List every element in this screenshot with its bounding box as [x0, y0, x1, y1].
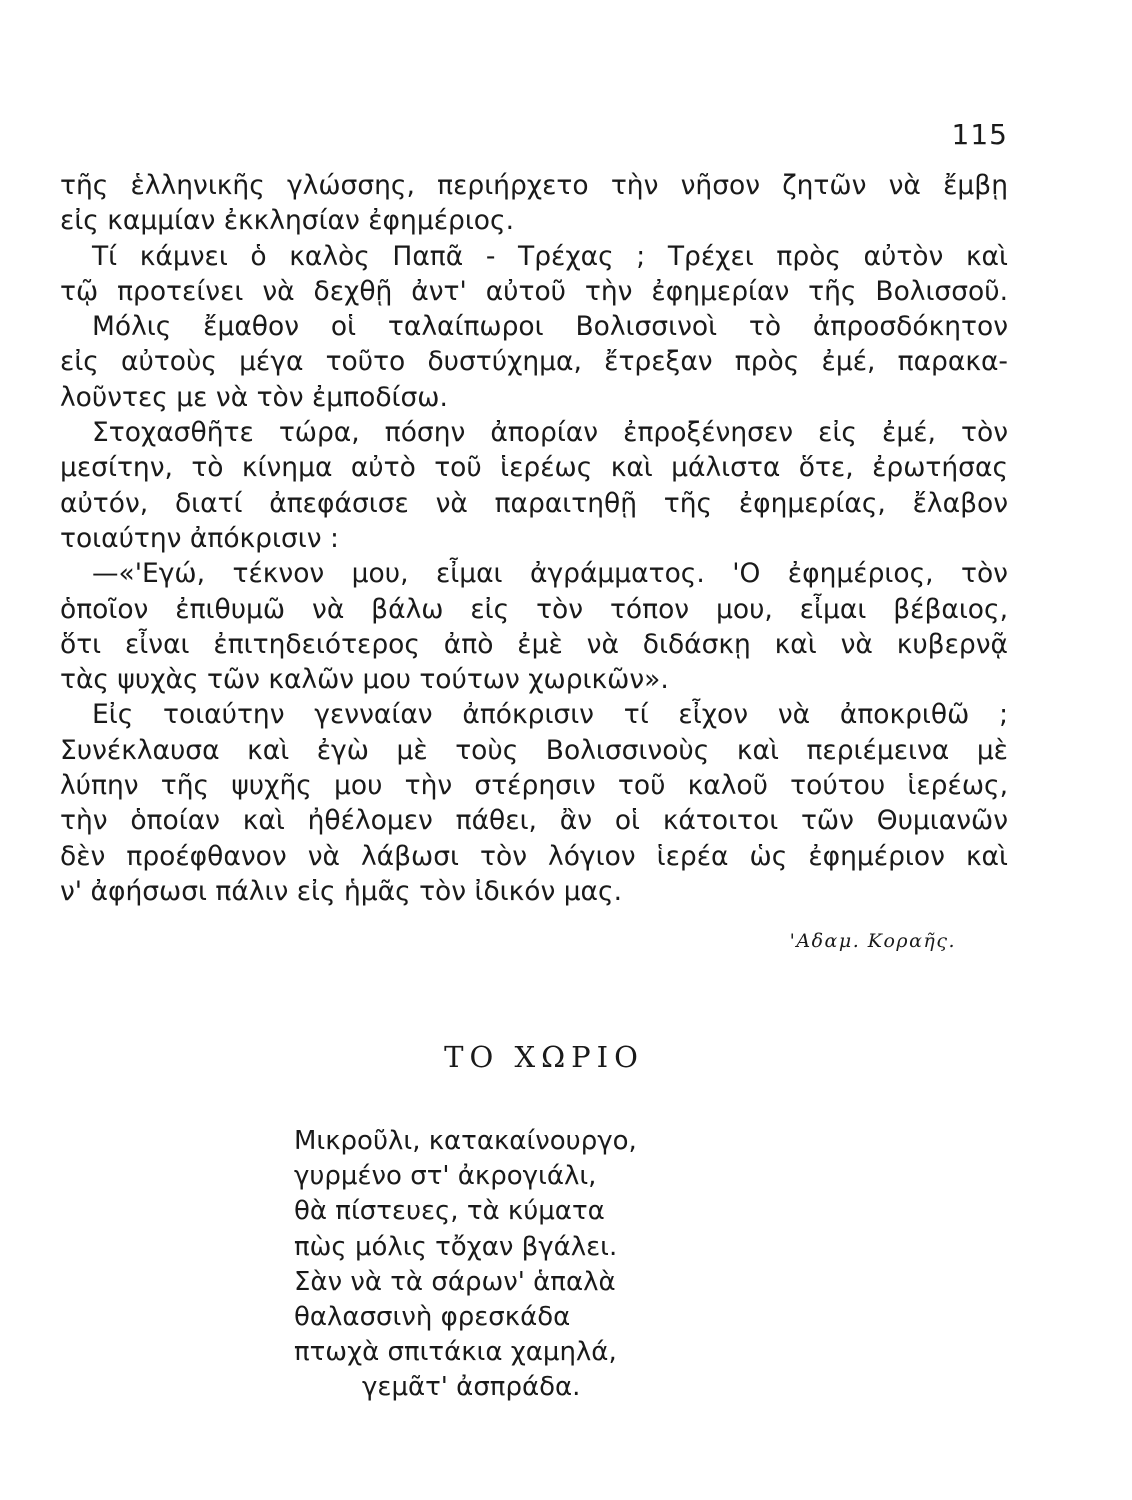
prose-line: εἰς αὐτοὺς μέγα τοῦτο δυστύχημα, ἔτρεξαν πρὸς ἐμέ, παρακα- — [60, 346, 1008, 378]
poem-verse: Μικροῦλι, κατακαίνουργο, — [294, 1126, 637, 1156]
author-signature: 'Αδαμ. Κοραῆς. — [789, 930, 956, 952]
poem-verse: πτωχὰ σπιτάκια χαμηλά, — [294, 1337, 617, 1368]
prose-line: τῷ προτείνει νὰ δεχθῇ ἀντ' αὐτοῦ τὴν ἐφημερίαν τῆς Βολισσοῦ. — [60, 275, 1008, 307]
page-number: 115 — [951, 118, 1008, 151]
poem-verse: πὼς μόλις τὄχαν βγάλει. — [294, 1231, 618, 1262]
poem-verse: γυρμένο στ' ἀκρογιάλι, — [294, 1161, 597, 1192]
prose-line: τοιαύτην ἀπόκρισιν : — [60, 522, 339, 554]
prose-line: ν' ἀφήσωσι πάλιν εἰς ἡμᾶς τὸν ἰδικόν μας. — [60, 875, 622, 907]
prose-line: αὐτόν, διατί ἀπεφάσισε νὰ παραιτηθῇ τῆς ἐφημερίας, ἔλαβον — [60, 487, 1008, 519]
poem-verse: Σὰν νὰ τὰ σάρων' ἁπαλὰ — [294, 1266, 616, 1297]
prose-line: ὁποῖον ἐπιθυμῶ νὰ βάλω εἰς τὸν τόπον μου, εἶμαι βέβαιος, — [60, 593, 1008, 625]
prose-line: Συνέκλαυσα καὶ ἐγὼ μὲ τοὺς Βολισσινοὺς καὶ περιέμεινα μὲ — [60, 734, 1008, 766]
poem-verse: θὰ πίστευες, τὰ κύματα — [294, 1196, 605, 1227]
prose-line: —«'Εγώ, τέκνον μου, εἶμαι ἀγράμματος. 'Ο ἐφημέριος, τὸν — [92, 558, 1008, 590]
prose-line: ὅτι εἶναι ἐπιτηδειότερος ἀπὸ ἐμὲ νὰ διδάσκῃ καὶ νὰ κυβερνᾷ — [60, 628, 1008, 660]
poem-verse: θαλασσινὴ φρεσκάδα — [294, 1301, 571, 1332]
prose-line: Στοχασθῆτε τώρα, πόσην ἀπορίαν ἐπροξένησεν εἰς ἐμέ, τὸν — [92, 417, 1008, 449]
prose-line: δὲν προέφθανον νὰ λάβωσι τὸν λόγιον ἱερέα ὡς ἐφημέριον καὶ — [60, 840, 1008, 872]
poem-title: ΤΟ ΧΩΡΙΟ — [444, 1040, 644, 1074]
prose-line: τὴν ὁποίαν καὶ ἠθέλομεν πάθει, ἂν οἱ κάτοιτοι τῶν Θυμιανῶν — [60, 805, 1008, 837]
prose-line: Εἰς τοιαύτην γενναίαν ἀπόκρισιν τί εἶχον νὰ ἀποκριθῶ ; — [92, 699, 1008, 731]
prose-line: μεσίτην, τὸ κίνημα αὐτὸ τοῦ ἱερέως καὶ μάλιστα ὅτε, ἐρωτήσας — [60, 452, 1008, 484]
poem-body — [294, 1124, 734, 1406]
prose-line: Μόλις ἔμαθον οἱ ταλαίπωροι Βολισσινοὶ τὸ ἀπροσδόκητον — [92, 311, 1008, 343]
prose-line: λύπην τῆς ψυχῆς μου τὴν στέρησιν τοῦ καλοῦ τούτου ἱερέως, — [60, 770, 1008, 802]
prose-line: τῆς ἑλληνικῆς γλώσσης, περιήρχετο τὴν νῆσον ζητῶν νὰ ἔμβῃ — [60, 170, 1008, 201]
prose-line: λοῦντες με νὰ τὸν ἐμποδίσω. — [60, 381, 448, 413]
poem-verse: γεμᾶτ' ἀσπράδα. — [362, 1372, 581, 1403]
prose-body — [60, 168, 1008, 909]
prose-line: εἰς καμμίαν ἐκκλησίαν ἐφημέριος. — [60, 205, 514, 237]
prose-line: Τί κάμνει ὁ καλὸς Παπᾶ - Τρέχας ; Τρέχει πρὸς αὐτὸν καὶ — [92, 240, 1008, 272]
prose-line: τὰς ψυχὰς τῶν καλῶν μου τούτων χωρικῶν». — [60, 664, 669, 696]
